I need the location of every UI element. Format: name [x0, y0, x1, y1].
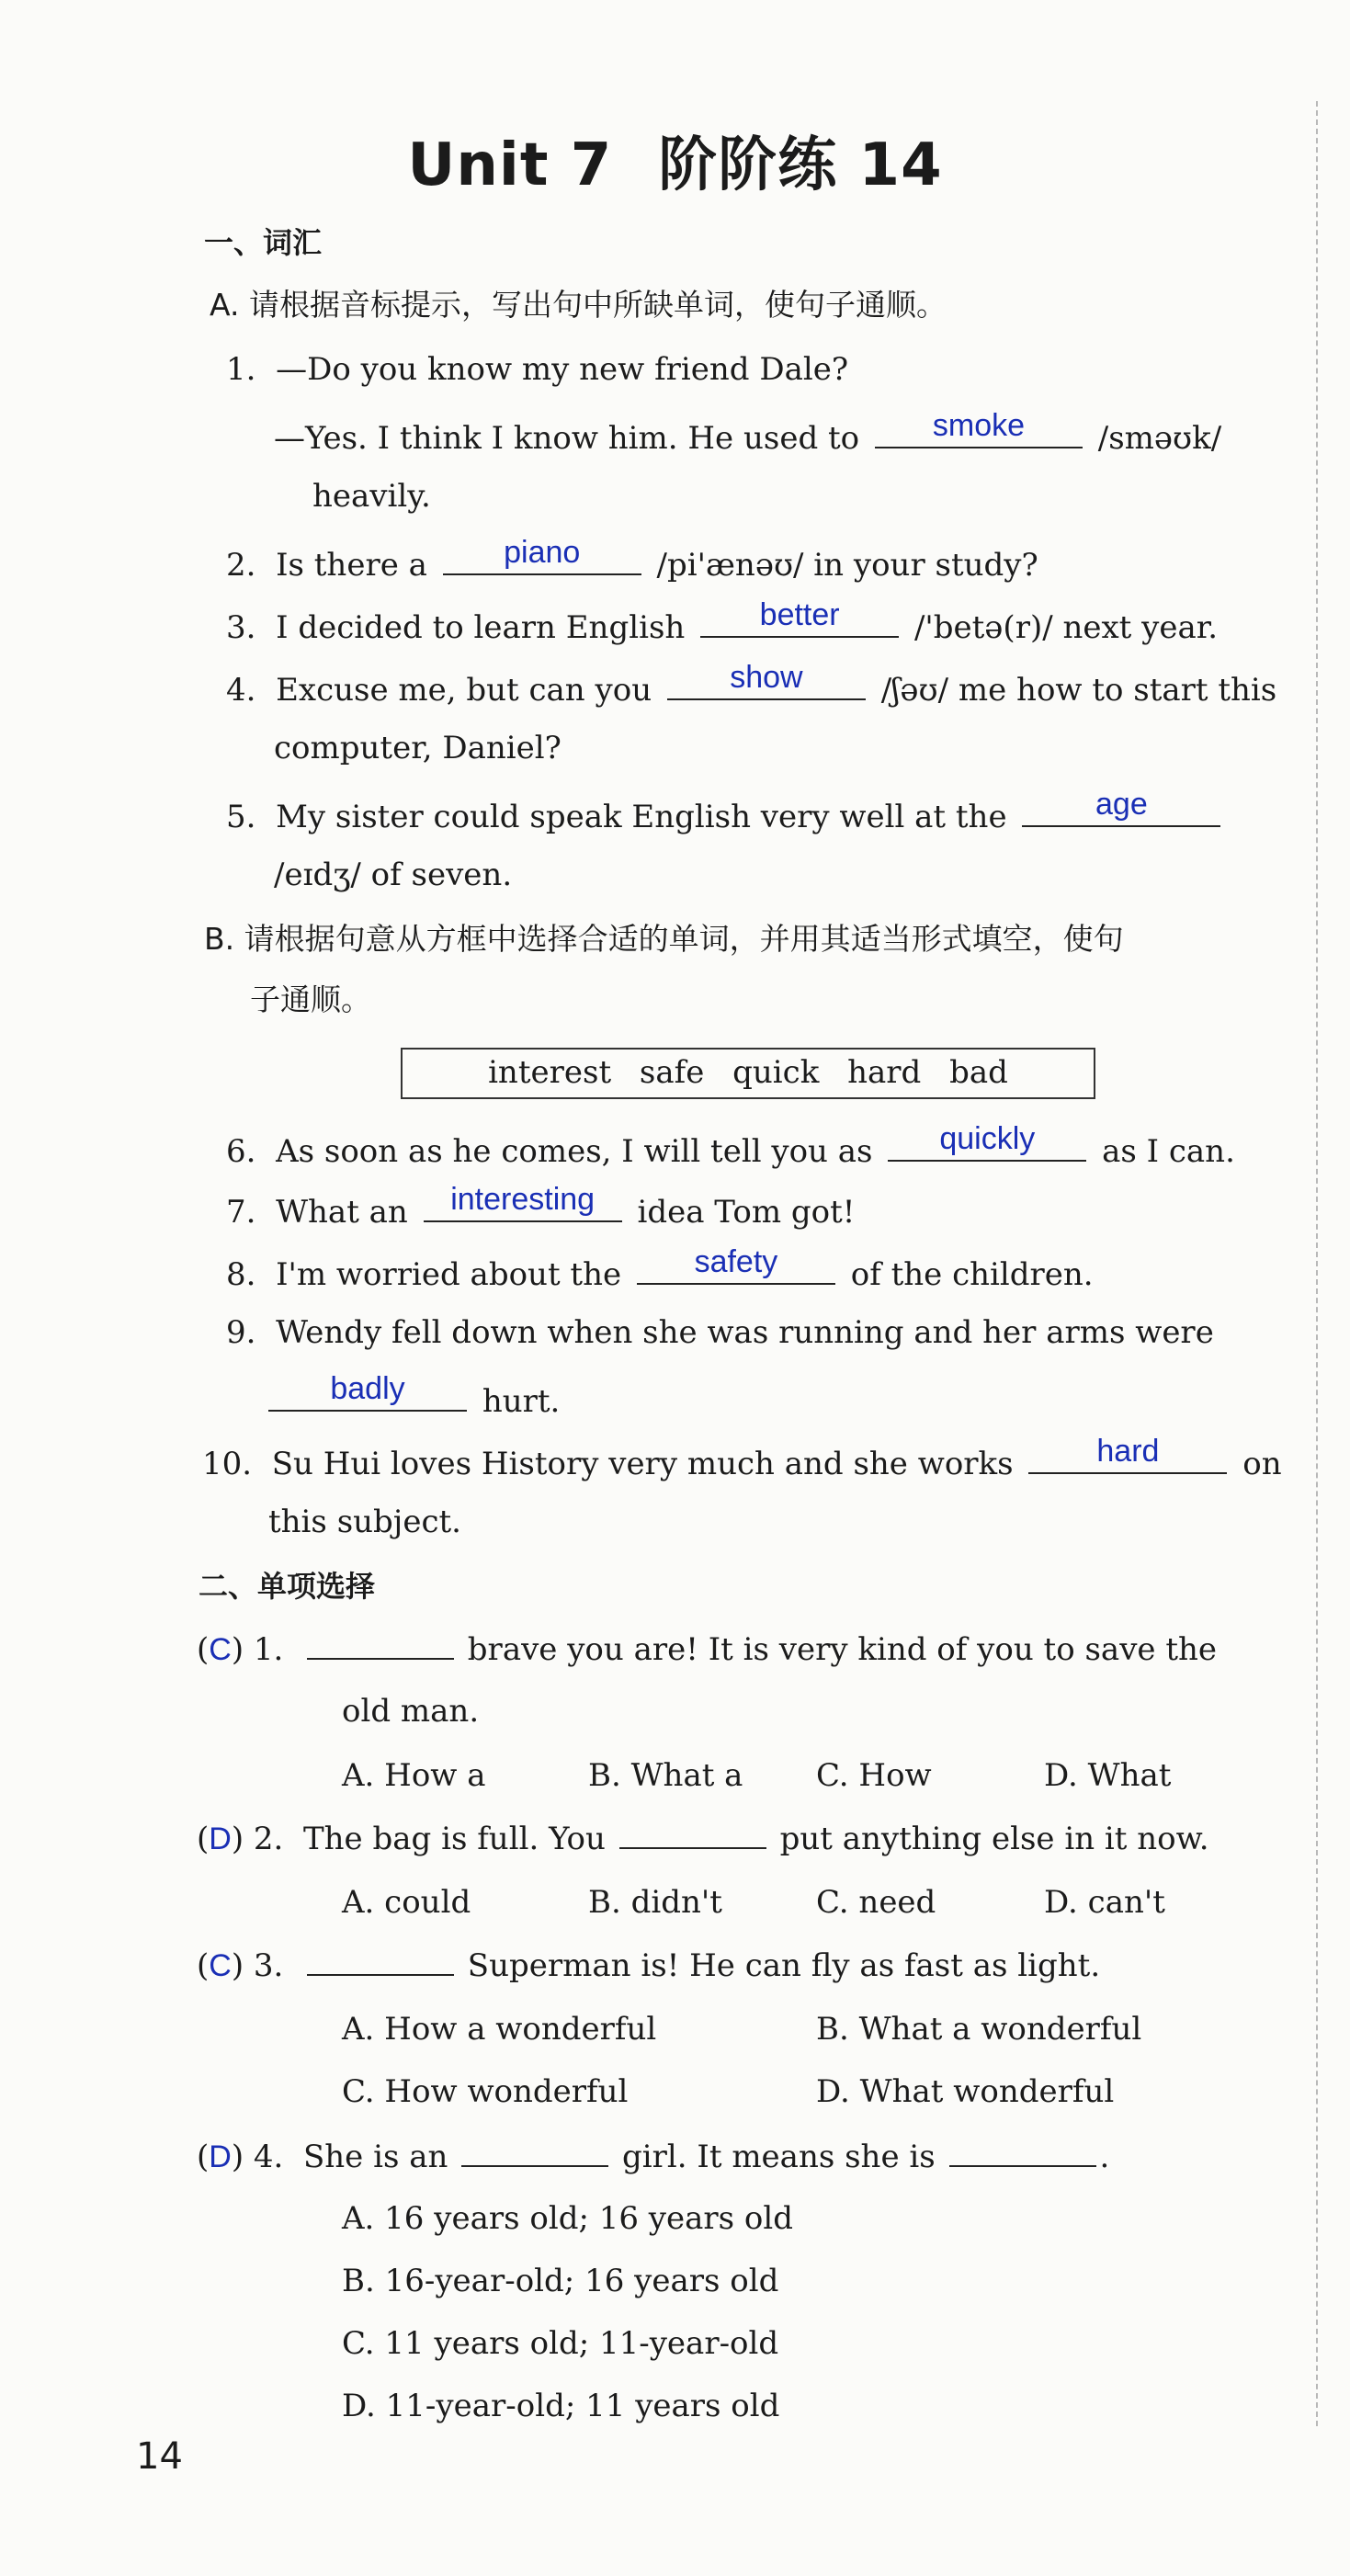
section-vocabulary-heading: 一、词汇 [204, 225, 323, 260]
mc1-blank[interactable] [307, 1630, 454, 1660]
mc1-option-a: A. How a [342, 1757, 486, 1794]
mc3-option-d: D. What wonderful [816, 2073, 1115, 2110]
q9: 9. Wendy fell down when she was running and her arms were [226, 1314, 1214, 1351]
q4-answer: show [730, 660, 803, 695]
q8: 8. I'm worried about the safety of the children. [226, 1244, 1094, 1293]
q5-answer: age [1095, 787, 1148, 822]
mc4-option-c: C. 11 years old; 11-year-old [342, 2325, 779, 2362]
mc1-line2: old man. [342, 1693, 480, 1730]
q9-line2: badly hurt. [268, 1379, 560, 1420]
mc2-option-c: C. need [816, 1884, 936, 1921]
q10-answer: hard [1096, 1434, 1160, 1469]
q8-answer: safety [694, 1244, 778, 1279]
q5-answer-blank[interactable] [1022, 787, 1220, 827]
q4: 4. Excuse me, but can you show /ʃəʊ/ me how to start this [226, 660, 1277, 709]
mc3-option-b: B. What a wonderful [816, 2011, 1142, 2048]
q1-line2: —Yes. I think I know him. He used to smoke /sməʊk/ [274, 408, 1222, 457]
q4-answer-blank[interactable] [667, 660, 866, 700]
mc1: (C) 1. brave you are! It is very kind of you to save the [197, 1631, 1218, 1668]
word-bank-box: interest safe quick hard bad [401, 1048, 1095, 1099]
q9-answer: badly [330, 1371, 405, 1406]
q8-answer-blank[interactable] [637, 1244, 835, 1285]
lesson-name: 阶阶练 14 [658, 131, 943, 199]
q1-answer: smoke [932, 408, 1026, 443]
mc1-answer: C [209, 1632, 232, 1667]
mc3: (C) 3. Superman is! He can fly as fast as light. [197, 1947, 1101, 1984]
q2-answer: piano [504, 535, 581, 570]
mc4-blank-2[interactable] [949, 2138, 1096, 2167]
mc3-option-a: A. How a wonderful [342, 2011, 657, 2048]
section-multiple-choice-heading: 二、单项选择 [199, 1569, 376, 1604]
q5-line2: /eɪdʒ/ of seven. [274, 857, 513, 893]
page-title [0, 118, 1350, 202]
q6-answer-blank[interactable] [888, 1121, 1086, 1162]
margin-rule [1316, 101, 1318, 2426]
q10-line2: this subject. [268, 1504, 461, 1540]
mc2-option-d: D. can't [1044, 1884, 1165, 1921]
mc4: (D) 4. She is an girl. It means she is . [197, 2139, 1110, 2175]
mc2-option-a: A. could [342, 1884, 471, 1921]
mc3-blank[interactable] [307, 1946, 454, 1976]
part-b-instruction-1: B. 请根据句意从方框中选择合适的单词，并用其适当形式填空，使句 [204, 921, 1124, 957]
part-a-instruction: A. 请根据音标提示，写出句中所缺单词，使句子通顺。 [210, 287, 947, 323]
mc4-answer: D [209, 2139, 232, 2174]
q6-answer: quickly [939, 1121, 1036, 1156]
q2: 2. Is there a piano /pi'ænəʊ/ in your study? [226, 535, 1038, 584]
q10-answer-blank[interactable] [1028, 1434, 1227, 1474]
q7: 7. What an interesting idea Tom got! [226, 1182, 856, 1231]
q5: 5. My sister could speak English very well at the age [226, 794, 1226, 835]
q2-answer-blank[interactable] [443, 535, 641, 575]
mc3-option-c: C. How wonderful [342, 2073, 629, 2110]
q4-line2: computer, Daniel? [274, 730, 562, 766]
q3: 3. I decided to learn English better /'betə(r)/ next year. [226, 597, 1219, 646]
mc1-option-b: B. What a [588, 1757, 743, 1794]
mc4-blank-1[interactable] [461, 2138, 608, 2167]
mc4-option-a: A. 16 years old; 16 years old [342, 2200, 794, 2237]
mc4-option-b: B. 16-year-old; 16 years old [342, 2263, 779, 2299]
q6: 6. As soon as he comes, I will tell you as quickly as I can. [226, 1121, 1235, 1170]
part-b-instruction-2: 子通顺。 [250, 982, 371, 1017]
q1-answer-blank[interactable] [875, 408, 1083, 448]
q10: 10. Su Hui loves History very much and she works hard on [202, 1434, 1282, 1482]
q1-line1: 1. —Do you know my new friend Dale? [226, 351, 849, 388]
mc3-answer: C [209, 1948, 232, 1983]
mc1-option-c: C. How [816, 1757, 932, 1794]
mc1-option-d: D. What [1044, 1757, 1172, 1794]
q1-line3: heavily. [312, 478, 431, 515]
unit-label: Unit 7 [407, 131, 613, 199]
page-number: 14 [136, 2435, 183, 2478]
q7-answer-blank[interactable] [424, 1182, 622, 1222]
q3-answer: better [759, 597, 840, 632]
q9-answer-blank[interactable] [268, 1371, 467, 1412]
mc2-answer: D [209, 1821, 232, 1856]
q7-answer: interesting [450, 1182, 596, 1217]
mc2: (D) 2. The bag is full. You put anything else in it now. [197, 1821, 1209, 1857]
mc4-option-d: D. 11-year-old; 11 years old [342, 2388, 780, 2424]
mc2-option-b: B. didn't [588, 1884, 722, 1921]
mc2-blank[interactable] [619, 1820, 766, 1849]
q3-answer-blank[interactable] [700, 597, 899, 638]
